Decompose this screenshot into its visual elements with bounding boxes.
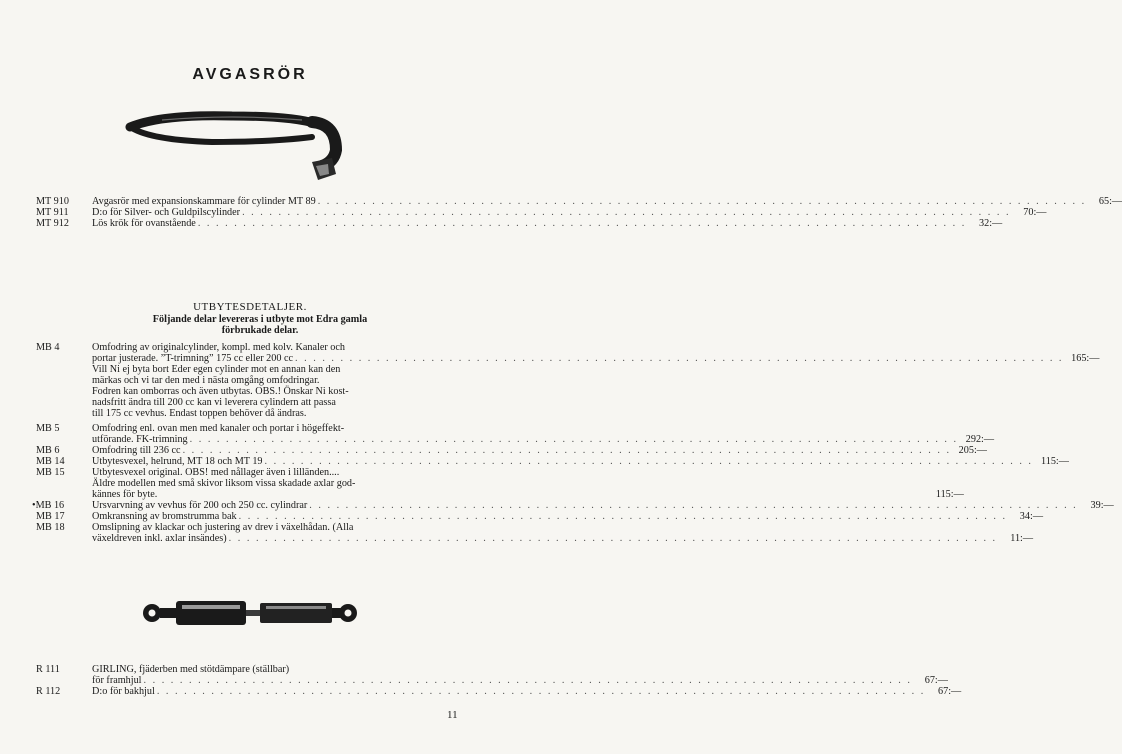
item-description: portar justerade. ”T-trimning” 175 cc eller 200 cc [92, 353, 294, 364]
list-item [36, 664, 948, 686]
page-number: 11 [447, 709, 458, 721]
item-price: 115:— [1041, 456, 1069, 467]
item-code: •MB 16 [32, 500, 65, 511]
list-item [36, 196, 1122, 207]
item-description: Utbytesvexel original. OBS! med nållager även i lilländen.... [92, 467, 340, 478]
item-description: Utbytesvexel, helrund, MT 18 och MT 19 [92, 456, 263, 467]
item-price: 292:— [965, 434, 995, 445]
item-code: MB 17 [36, 511, 65, 522]
list-item [32, 500, 1114, 511]
item-description: utförande. FK-trimning [92, 434, 188, 445]
list-item [36, 207, 1047, 218]
item-code: MB 15 [36, 467, 65, 478]
item-price: 65:— [1098, 196, 1122, 207]
girling-parts-list [36, 664, 962, 697]
item-code: MT 910 [36, 196, 69, 207]
list-item [36, 511, 1044, 522]
item-description: Ursvarvning av vevhus för 200 och 250 cc. cylindrar [92, 500, 308, 511]
item-description: Omfodring enl. ovan men med kanaler och portar i högeffekt- [92, 423, 345, 434]
item-note: kännes för byte. [92, 489, 158, 500]
list-item [36, 342, 1100, 419]
page-title: AVGASRÖR [192, 66, 308, 83]
list-item [36, 456, 1069, 467]
list-item [36, 423, 995, 445]
list-item [36, 522, 1034, 544]
item-note: till 175 cc vevhus. Endast toppen behöver då ändras. [92, 408, 307, 419]
item-description: växeldreven inkl. axlar insändes) [92, 533, 227, 544]
item-description: Omfodring av originalcylinder, kompl. med kolv. Kanaler och [92, 342, 345, 353]
list-item [36, 467, 964, 500]
item-description: Omslipning av klackar och justering av drev i växelhådan. (Alla [92, 522, 354, 533]
item-description: GIRLING, fjäderben med stötdämpare (ställbar) [92, 664, 290, 675]
item-code: MT 912 [36, 218, 69, 229]
item-code: MB 5 [36, 423, 60, 434]
item-price: 39:— [1090, 500, 1114, 511]
item-price: 32:— [979, 218, 1003, 229]
item-note: Fodren kan omborras och även utbytas. OBS.! Önskar Ni kost- [92, 386, 349, 397]
section-subtitle: Följande delar levereras i utbyte mot Edra gamla förbrukade delar. [152, 314, 368, 336]
item-price: 205:— [958, 445, 987, 456]
item-note: märkas och vi tar den med i nästa omgång omfodringar. [92, 375, 320, 386]
item-description: Lös krök för ovanstående [92, 218, 196, 229]
item-note: Vill Ni ej byta bort Eder egen cylinder mot en annan kan den [92, 364, 341, 375]
item-note: Äldre modellen med små skivor liksom vissa skadade axlar god- [92, 478, 356, 489]
list-item [36, 445, 987, 456]
item-price: 67:— [924, 675, 948, 686]
item-code: R 111 [36, 664, 60, 675]
exhaust-parts-list [36, 196, 1122, 229]
item-code: MB 14 [36, 456, 65, 467]
exhaust-pipe-image [122, 102, 362, 184]
item-price: 67:— [938, 686, 962, 697]
list-item [36, 686, 962, 697]
item-price: 115:— [935, 489, 964, 500]
shock-absorber-image [140, 596, 360, 630]
section-title: UTBYTESDETALJER. [193, 301, 307, 313]
item-code: R 112 [36, 686, 61, 697]
item-description: för framhjul [92, 675, 142, 686]
item-price: 165:— [1071, 353, 1100, 364]
item-price: 11:— [1010, 533, 1034, 544]
exchange-parts-list [32, 342, 1114, 544]
item-description: D:o för Silver- och Guldpilscylinder [92, 207, 241, 218]
item-code: MB 18 [36, 522, 65, 533]
item-code: MB 6 [36, 445, 60, 456]
item-description: Omfodring till 236 cc [92, 445, 181, 456]
item-note: nadsfritt ändra till 200 cc kan vi leverera cylindern att passa [92, 397, 336, 408]
item-price: 70:— [1023, 207, 1047, 218]
item-price: 34:— [1019, 511, 1044, 522]
item-code: MT 911 [36, 207, 69, 218]
list-item [36, 218, 1003, 229]
item-description: Omkransning av bromstrumma bak [92, 511, 237, 522]
item-description: D:o för bakhjul [92, 686, 155, 697]
item-description: Avgasrör med expansionskammare för cylinder MT 89 [92, 196, 316, 207]
item-code: MB 4 [36, 342, 60, 353]
